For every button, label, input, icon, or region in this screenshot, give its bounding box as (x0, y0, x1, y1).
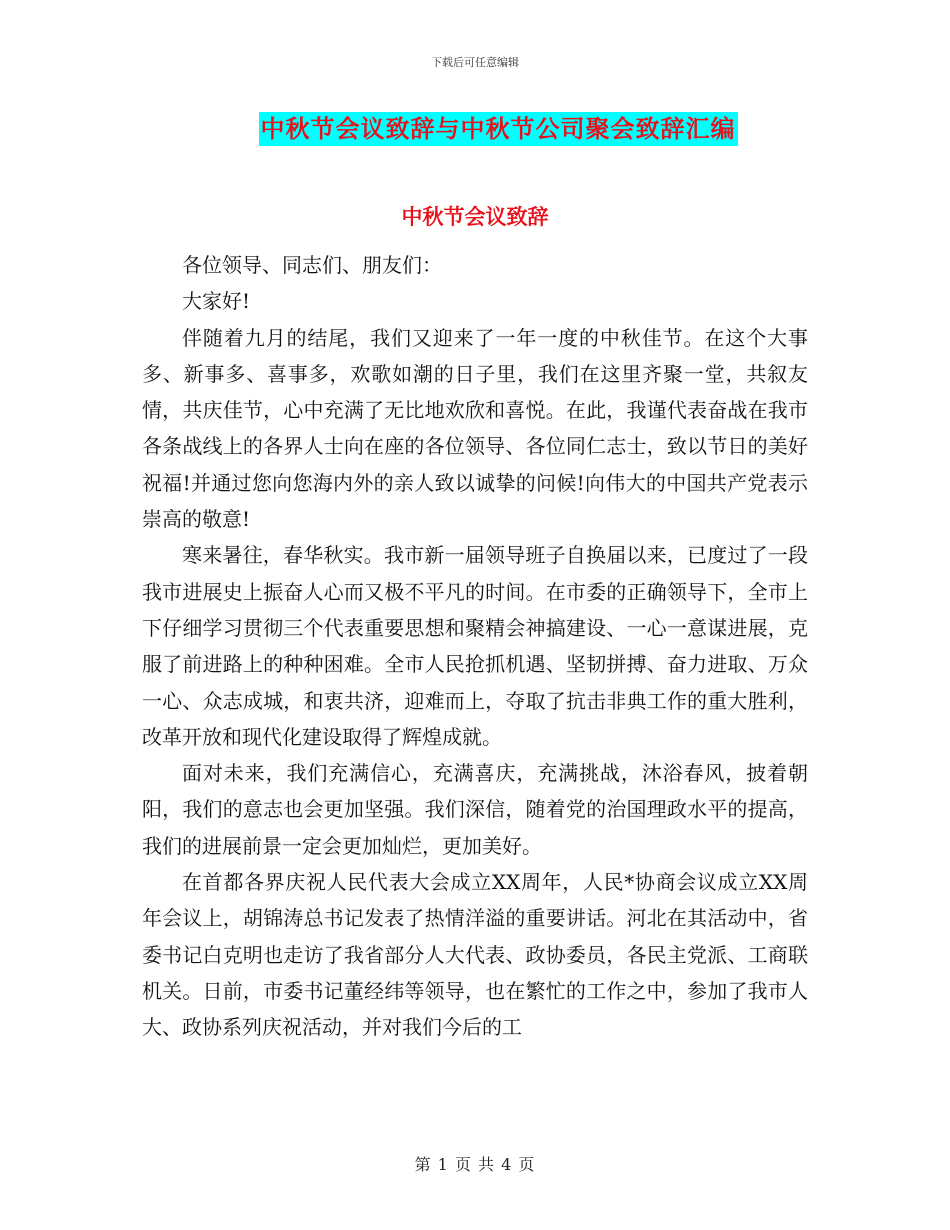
main-title-container (0, 112, 950, 146)
paragraph: 寒来暑往，春华秋实。我市新一届领导班子自换届以来，已度过了一段我市进展史上振奋人心而又极不平凡的时间。在市委的正确领导下，全市上下仔细学习贯彻三个代表重要思想和聚精会神搞建设、一心一意谋进展，克服了前进路上的种种困难。全市人民抢抓机遇、坚韧拼搏、奋力进取、万众一心、众志成城，和衷共济，迎难而上，夺取了抗击非典工作的重大胜利，改革开放和现代化建设取得了辉煌成就。 (142, 543, 808, 749)
sub-title: 中秋节会议致辞 (401, 205, 549, 229)
document-body (142, 247, 808, 1046)
paragraph: 在首都各界庆祝人民代表大会成立XX周年，人民*协商会议成立XX周年会议上，胡锦涛总书记发表了热情洋溢的重要讲话。河北在其活动中，省委书记白克明也走访了我省部分人大代表、政协委员，各民主党派、工商联机关。日前，市委书记董经纬等领导，也在繁忙的工作之中，参加了我市人大、政协系列庆祝活动，并对我们今后的工 (142, 870, 808, 1040)
greeting: 大家好! (182, 289, 251, 314)
page-footer: 第 1 页 共 4 页 (414, 1155, 536, 1174)
paragraph: 伴随着九月的结尾，我们又迎来了一年一度的中秋佳节。在这个大事多、新事多、喜事多，欢歌如潮的日子里，我们在这里齐聚一堂，共叙友情，共庆佳节，心中充满了无比地欢欣和喜悦。在此，我谨代表奋战在我市各条战线上的各界人士向在座的各位领导、各位同仁志士，致以节日的美好祝福!并通过您向您海内外的亲人致以诚挚的问候!向伟大的中国共产党表示崇高的敬意! (142, 325, 808, 532)
paragraph: 面对未来，我们充满信心，充满喜庆，充满挑战，沐浴春风，披着朝阳，我们的意志也会更加坚强。我们深信，随着党的治国理政水平的提高，我们的进展前景一定会更加灿烂，更加美好。 (142, 761, 808, 858)
salutation: 各位领导、同志们、朋友们： (182, 253, 442, 277)
header-note: 下载后可任意编辑 (431, 56, 519, 69)
main-title: 中秋节会议致辞与中秋节公司聚会致辞汇编 (259, 112, 738, 146)
